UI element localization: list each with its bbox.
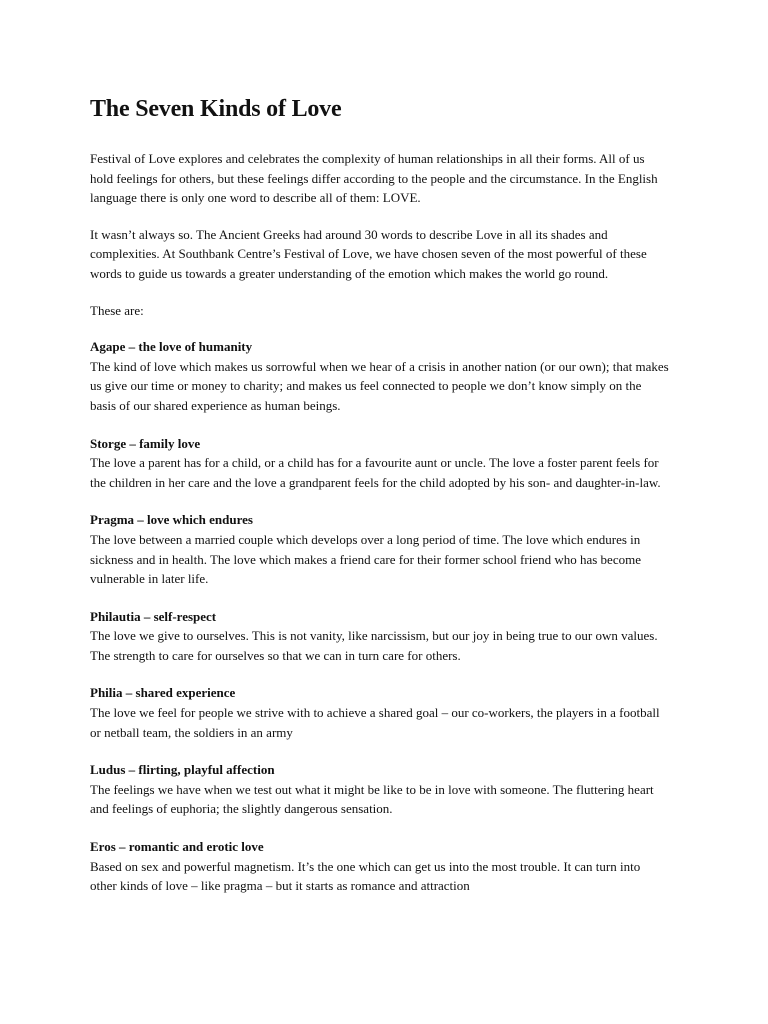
section-body: The love we feel for people we strive with to achieve a shared goal – our co-workers, the players in a football or netball team, the soldiers in an army: [90, 705, 660, 740]
section-eros: [90, 837, 670, 896]
section-heading: Eros – romantic and erotic love: [90, 839, 264, 855]
document-title: The Seven Kinds of Love: [90, 96, 342, 122]
intro-paragraph-2: It wasn’t always so. The Ancient Greeks had around 30 words to describe Love in all its shades and complexities. At Southbank Centre’s Festival of Love, we have chosen seven of the most powerful of these words to guide us towards a greater understanding of the emotion which makes the world go round.: [90, 226, 647, 281]
section-body: The love we give to ourselves. This is not vanity, like narcissism, but our joy in being true to our own values. The strength to care for ourselves so that we can in turn care for others.: [90, 628, 658, 663]
section-storge: [90, 434, 670, 493]
section-body: The love a parent has for a child, or a child has for a favourite aunt or uncle. The love a foster parent feels for the children in her care and the love a grandparent feels for the child adopted by his son- and daughter-in-law.: [90, 455, 661, 490]
section-heading: Agape – the love of humanity: [90, 339, 253, 355]
section-agape: [90, 337, 670, 415]
section-heading: Philia – shared experience: [90, 685, 236, 701]
section-body: The feelings we have when we test out what it might be like to be in love with someone. The fluttering heart and feelings of euphoria; the slightly dangerous sensation.: [90, 781, 654, 817]
section-pragma: [90, 510, 670, 588]
section-body: The kind of love which makes us sorrowful when we hear of a crisis in another nation (or our own); that makes us give our time or money to charity; and makes us feel connected to people we don’t know simply on the basis of our shared experience as human beings.: [90, 358, 669, 413]
section-heading: Pragma – love which endures: [90, 512, 253, 528]
section-heading: Philautia – self-respect: [90, 608, 217, 624]
section-body: The love between a married couple which develops over a long period of time. The love which endures in sickness and in health. The love which makes a friend care for their former school friend who has become vulnerable in later life.: [90, 531, 641, 587]
section-heading: Storge – family love: [90, 435, 201, 451]
intro-paragraph-3: These are:: [90, 302, 144, 318]
section-philautia: [90, 607, 670, 666]
section-ludus: [90, 760, 670, 819]
section-body: Based on sex and powerful magnetism. It’s the one which can get us into the most trouble. It can turn into other kinds of love – like pragma – but it starts as romance and attraction: [90, 858, 641, 894]
document-page: [90, 94, 670, 914]
intro-paragraph-1: Festival of Love explores and celebrates the complexity of human relationships in all their forms. All of us hold feelings for others, but these feelings differ according to the people and the circumstance. In the English language there is only one word to describe all of them: LOVE.: [90, 151, 658, 206]
section-philia: [90, 683, 670, 742]
section-heading: Ludus – flirting, playful affection: [90, 762, 275, 778]
